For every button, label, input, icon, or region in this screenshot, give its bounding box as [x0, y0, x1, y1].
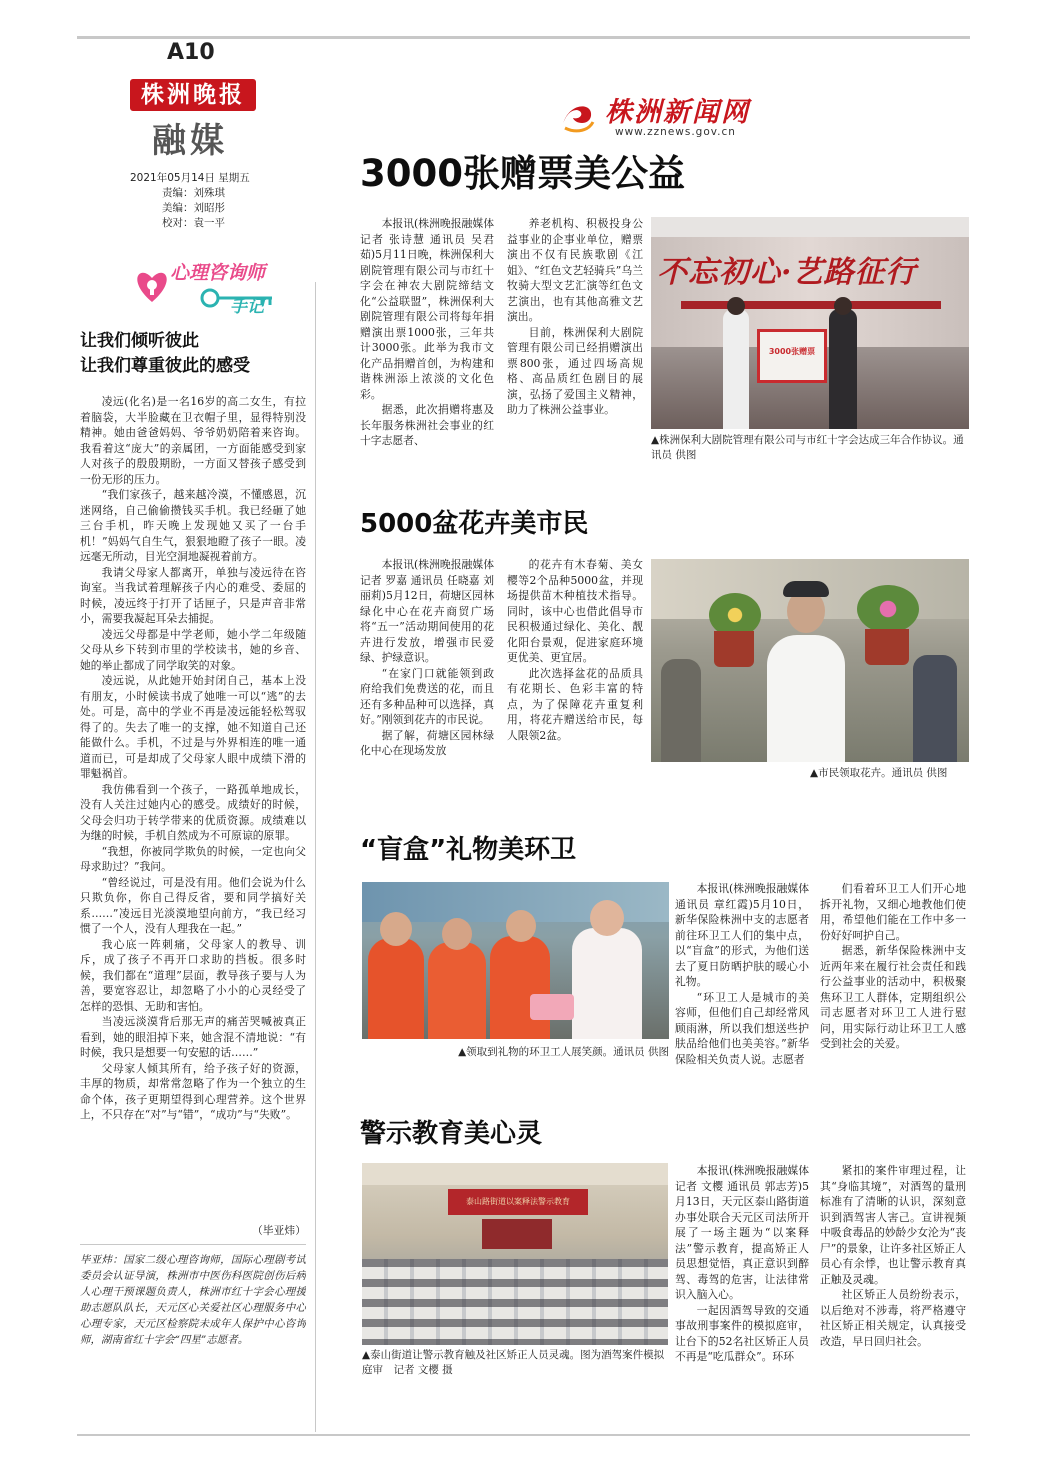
- brand-name: 株洲新闻网: [605, 97, 750, 128]
- column-paragraph: 我仿佛看到一个孩子，一路孤单地成长，没有人关注过她内心的感受。成绩好的时候，父母会归功于转学带来的优质资源。成绩难以为继的时候，手机自然成为不可原谅的原罪。: [80, 782, 306, 842]
- proof-credit: 校对：袁一平: [162, 217, 225, 229]
- worker-3: [490, 936, 550, 1039]
- photo-banner-text: 不忘初心·艺路征行: [657, 255, 917, 290]
- article-4-paragraph: 紧扣的案件审理过程，让其“身临其境”，对酒驾的量刑标准有了清晰的认识，深刻意识到酒驾害人害己。宣讲视频中吸食毒品的妙龄少女沦为“丧尸”的景象，让许多社区矫正人员心有余悸，也让警示教育真正触及灵魂。: [820, 1164, 966, 1286]
- certificate-board: [757, 329, 827, 383]
- article-3-col1: [675, 881, 809, 1071]
- article-1-col1: [360, 216, 494, 456]
- article-1-paragraph: 养老机构、积极投身公益事业的企事业单位，赠票演出不仅有民族歌剧《江姐》、“红色文艺轻骑兵”乌兰牧骑大型文艺汇演等红色文艺演出，也有其他高雅文艺演出。: [507, 217, 643, 323]
- issue-date: 2021年05月14日 星期五: [130, 172, 250, 184]
- column-paragraph: 我心底一阵刺痛，父母家人的教导、训斥，成了孩子不再开口求助的挡板。很多时候，我们都在“道理”层面，教导孩子要与人为善，要宽容忍让，却忽略了小小的心灵经受了怎样的恐惧、无助和害怕。: [80, 937, 306, 1013]
- article-3-col2: [820, 881, 966, 1071]
- badge-subtitle: 手记: [230, 297, 264, 317]
- article-4-headline: 警示教育美心灵: [360, 1119, 543, 1149]
- article-3-headline: “盲盒”礼物美环卫: [360, 835, 577, 865]
- article-3-photo: [362, 882, 669, 1039]
- article-4-col2: [820, 1163, 966, 1378]
- article-3-paragraph: 们看着环卫工人们开心地拆开礼物，又细心地教他们使用，希望他们能在工作中多一份好好呵护自己。: [820, 882, 966, 942]
- bottom-rule: [77, 1434, 970, 1436]
- elder-man: [767, 635, 845, 762]
- article-1-paragraph: 据悉，此次捐赠将惠及长年服务株洲社会事业的红十字志愿者、: [360, 403, 494, 447]
- top-rule: [77, 36, 970, 39]
- person-right: [829, 309, 857, 429]
- article-4-paragraph: 社区矫正人员纷纷表示，以后绝对不涉毒，将严格遵守社区矫正相关规定，认真接受改造，早日回归社会。: [820, 1288, 966, 1348]
- article-2-paragraph: 的花卉有木春菊、美女樱等2个品种5000盆，并现场提供苗木种植技术指导。同时，该中心也借此倡导市民积极通过绿化、美化、靓化阳台景观，促进家庭环境更优美、更宜居。: [507, 558, 643, 664]
- article-2-paragraph: 据了解，荷塘区园林绿化中心在现场发放: [360, 728, 494, 757]
- article-4-paragraph: 一起因酒驾导致的交通事故刑事案件的模拟庭审，让台下的52名社区矫正人员不再是“吃瓜群众”。环环: [675, 1303, 809, 1363]
- article-1-paragraph: 本报讯(株洲晚报融媒体记者 张诗慧 通讯员 吴君茹)5月11日晚，株洲保利大剧院管理有限公司与市红十字会在神农大剧院缔结文化“公益联盟”，株洲保利大剧院管理有限公司将每年捐赠演出票1000张，三年共计3000张。此举为我市文化产品捐赠首创，为构建和谐株洲添上浓淡的文化色彩。: [360, 217, 494, 401]
- column-paragraph: 当凌远淡漠背后那无声的痛苦哭喊被真正看到，她的眼泪掉下来，她含混不清地说：“有时候，我只是想要一句安慰的话……”: [80, 1015, 306, 1059]
- column-paragraph: 凌远父母都是中学老师，她小学二年级随父母从乡下转到市里的学校读书，她的乡音、她的举止都成了同学取笑的对象。: [80, 627, 306, 672]
- paper-logo: 株洲晚报: [130, 79, 256, 111]
- article-4-col1: [675, 1163, 809, 1378]
- article-2-photo: [651, 559, 969, 762]
- bio-divider: [80, 1244, 306, 1245]
- stage-banner-text: 泰山路街道以案释法警示教育: [466, 1197, 570, 1206]
- worker-1: [368, 938, 424, 1039]
- page-number: A10: [167, 40, 215, 65]
- column-paragraph: “曾经说过，可是没有用。他们会说为什么只欺负你，你自己得反省，要和同学搞好关系……”凌远目光淡漠地望向前方，“我已经习惯了一个人，没有人理我在一起。”: [80, 875, 306, 935]
- article-1-caption: ▲株洲保利大剧院管理有限公司与市红十字会达成三年合作协议。通讯员 供图: [651, 434, 964, 461]
- column-paragraph: 父母家人倾其所有，给予孩子好的资源，丰厚的物质，却常常忽略了作为一个独立的生命个体，孩子更期望得到心理营养。这个世界上，不只存在“对”与“错”，“成功”与“失败”。: [80, 1061, 306, 1121]
- person-left: [723, 309, 749, 429]
- column-paragraph: 我请父母家人都离开，单独与凌远待在咨询室。当我试着理解孩子内心的难受、委屈的时候，凌远终于打开了话匣子，只是声音非常小，需要我凝起耳朵去捕捉。: [80, 565, 306, 625]
- article-4-paragraph: 本报讯(株洲晚报融媒体记者 文樱 通讯员 郭志芳)5月13日，天元区泰山路街道办事处联合天元区司法所开展了一场主题为“以案释法”警示教育，提高矫正人员思想觉悟，真正意识到醉驾、毒驾的危害，让法律常识入脑入心。: [675, 1164, 809, 1301]
- column-badge: [130, 258, 300, 320]
- article-3-paragraph: 本报讯(株洲晚报融媒体通讯员 章红霞)5月10日，新华保险株洲中支的志愿者前往环卫工人们的集中点，以“盲盒”的形式，为他们送去了夏日防晒护肤的暖心小礼物。: [675, 882, 809, 988]
- gift-box: [530, 994, 574, 1020]
- article-4-photo: [362, 1163, 668, 1345]
- article-3-caption: ▲领取到礼物的环卫工人展笑颜。通讯员 供图: [458, 1046, 669, 1058]
- column-paragraph: “我们家孩子，越来越冷漠，不懂感恩，沉迷网络，自己偷偷攒钱买手机。我已经砸了她三台手机，昨天晚上发现她又买了一台手机！”妈妈气自生气，狠狠地瞪了孩子一眼。凌远毫无所动，目光空洞地凝视着前方。: [80, 488, 306, 563]
- article-1-headline: 3000张赠票美公益: [360, 152, 685, 195]
- brand-url: www.zznews.gov.cn: [615, 126, 736, 138]
- volunteer: [572, 928, 642, 1039]
- article-2-caption: ▲市民领取花卉。通讯员 供图: [810, 767, 948, 779]
- left-column-divider: [315, 282, 316, 1432]
- stage-banner: [448, 1189, 588, 1215]
- section-name: 融媒: [152, 121, 228, 161]
- article-2-paragraph: 此次选择盆花的品质具有花期长、色彩丰富的特点，为了保障花卉重复利用，将花卉赠送给市民，每人限领2盆。: [507, 666, 643, 742]
- column-title-line2: 让我们尊重彼此的感受: [80, 356, 250, 376]
- article-3-paragraph: “环卫工人是城市的美容师，但他们自己却经常风顾雨淋，所以我们想送些护肤品给他们也美美容。”新华保险相关负责人说。志愿者: [675, 990, 809, 1066]
- column-paragraph: 凌远(化名)是一名16岁的高二女生，有拉着脑袋，大半脸藏在卫衣帽子里，显得特别没精神。她由爸爸妈妈、爷爷奶奶陪着来咨询。我看着这“庞大”的亲属团，一方面能感受到家人对孩子的殷殷期盼，一方面又替孩子感受到一份无形的压力。: [80, 395, 306, 486]
- article-1-col2: [507, 216, 643, 456]
- editor-credit: 责编：刘殊琪: [162, 187, 225, 199]
- article-3-paragraph: 据悉，新华保险株洲中支近两年来在履行社会责任和践行公益事业的活动中，积极聚焦环卫工人群体，定期组织公司志愿者对环卫工人进行慰问，用实际行动让环卫工人感受到社会的关爱。: [820, 944, 966, 1050]
- article-1-photo: [651, 217, 969, 429]
- badge-title: 心理咨询师: [170, 262, 266, 284]
- worker-2: [428, 942, 486, 1039]
- article-2-col1: [360, 557, 494, 797]
- column-paragraph: “我想，你被同学欺负的时候，一定也向父母求助过？”我问。: [80, 844, 306, 873]
- article-2-paragraph: 本报讯(株洲晚报融媒体记者 罗嘉 通讯员 任晓嘉 刘丽莉)5月12日，荷塘区园林绿化中心在花卉商贸广场将“五一”活动期间使用的花卉进行发放，增强市民爱绿、护绿意识。: [360, 558, 494, 664]
- article-2-col2: [507, 557, 643, 797]
- designer-credit: 美编：刘昭彤: [162, 202, 225, 214]
- column-author: （毕亚炜）: [252, 1224, 306, 1237]
- article-4-caption: ▲泰山街道让警示教育触及社区矫正人员灵魂。图为酒驾案件模拟庭审 记者 文樱 摄: [362, 1349, 665, 1376]
- brand-logo: [555, 88, 795, 144]
- article-2-headline: 5000盆花卉美市民: [360, 509, 589, 539]
- swirl-logo-icon: [555, 94, 599, 138]
- article-1-paragraph: 目前，株洲保利大剧院管理有限公司已经捐赠演出票800张，通过四场高规格、高品质红色剧目的展演，弘扬了爱国主义精神，助力了株洲公益事业。: [507, 325, 643, 416]
- flower-pot-right: [857, 585, 919, 633]
- column-title-line1: 让我们倾听彼此: [80, 331, 199, 351]
- column-body: [80, 394, 306, 1239]
- certificate-text: 3000张赠票: [768, 347, 816, 356]
- author-bio: 毕亚炜：国家二级心理咨询师，国际心理剧考试委员会认证导演，株洲市中医伤科医院创伤后病人心理干预课题负责人，株洲市红十字会心理援助志愿队队长，天元区心关爱社区心理服务中心心理专家，天元区检察院未成年人保护中心咨询师，湖南省红十字会“四星”志愿者。: [80, 1254, 306, 1346]
- article-2-paragraph: “在家门口就能领到政府给我们免费送的花，而且还有多种品种可以选择，真好。”刚领到花卉的市民说。: [360, 666, 494, 726]
- column-paragraph: 凌远说，从此她开始封闭自己，基本上没有朋友，小时候读书成了她唯一可以“逃”的去处。可是，高中的学业不再是凌远能轻松驾驭得了的。失去了唯一的支撑，她不知道自己还能做什么。手机，不过是与外界相连的唯一通道而已，可是却成了父母家人眼中成绩下滑的罪魁祸首。: [80, 674, 306, 780]
